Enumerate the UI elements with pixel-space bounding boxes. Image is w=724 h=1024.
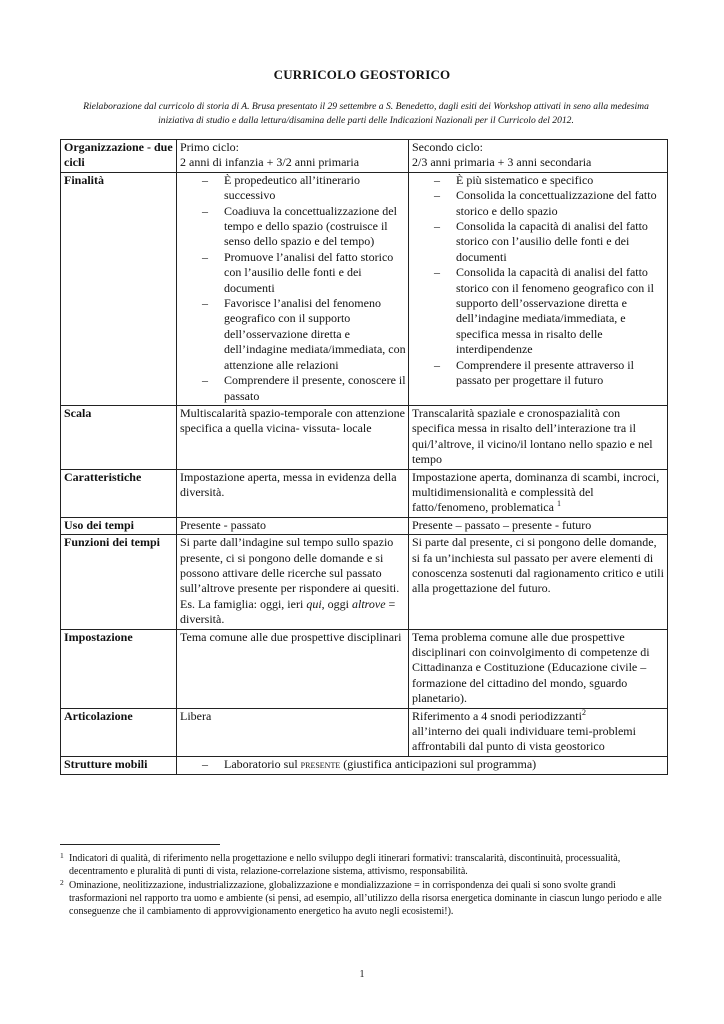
cell-secondo: Transcalarità spaziale e cronospazialità con specifica messa in risalto dell’interazione tra il qui/l’altrove, il vicino/il lontano nello spazio e nel tempo [409,405,668,469]
curriculum-table [60,139,668,775]
secondo-ciclo-header: Secondo ciclo: 2/3 anni primaria + 3 anni secondaria [409,140,668,173]
list-item: – Coadiuva la concettualizzazione del tempo e dello spazio (costruisce il senso dello spazio e del tempo) [180,204,406,250]
row-label: Strutture mobili [61,756,177,774]
list-item: – Comprendere il presente, conoscere il passato [180,373,406,404]
cell-primo: Presente - passato [177,517,409,534]
table-row [61,629,668,708]
cell-text: all’interno dei quali individuare temi-problemi affrontabili dal punto di vista geostorico [412,724,636,754]
finalita-secondo [409,172,668,405]
list-item: – Consolida la capacità di analisi del fatto storico con l’ausilio delle fonti e dei documenti [412,219,665,265]
row-label: Organizzazione - due cicli [61,140,177,173]
list-item: – È propedeutico all’itinerario successivo [180,173,406,204]
footnotes [60,852,664,918]
example-text: Es. La famiglia: oggi, ieri [180,596,307,611]
cell-secondo [409,469,668,517]
table-row [61,172,668,405]
cell-text: Si parte dall’indagine sul tempo sullo spazio presente, ci si pongono delle domande e si possono attivare delle ricerche sul passato sull’altrove presente per rispondere ai quesiti. [180,535,400,596]
cell-text: Laboratorio sul [224,756,301,771]
finalita-primo [177,172,409,405]
footnote-ref: 2 [581,707,586,717]
row-label: Uso dei tempi [61,517,177,534]
footnote-ref: 1 [556,499,561,509]
intro-text: Rielaborazione dal curricolo di storia di A. Brusa presentato il 29 settembre a S. Benedetto, dagli esiti dei Workshop attivati in seno alla medesima iniziativa di studio e dalla lettura/disamina delle parti delle Indicazioni Nazionali per il Curricolo del 2012. [83,101,649,126]
list-item: – Consolida la capacità di analisi del fatto storico con il fenomeno geografico con il supporto dell’osservazione diretta e dell’indagine mediata/immediata, e specifica messa in risalto delle interdipendenze [412,265,665,357]
cell-primo: Libera [177,708,409,756]
table-row [61,405,668,469]
example-text: , oggi [321,596,352,611]
footnote [60,852,664,879]
cell-primo [177,535,409,629]
footnote-number: 2 [60,877,64,887]
primo-ciclo-header: Primo ciclo: 2 anni di infanzia + 3/2 anni primaria [177,140,409,173]
cell-primo: Multiscalarità spazio-temporale con attenzione specifica a quella vicina- vissuta- locale [177,405,409,469]
table-row [61,517,668,534]
cell-secondo: Si parte dal presente, ci si pongono delle domande, si fa un’inchiesta sul passato per avere elementi di conoscenza sostenuti dal ragionamento critico e utili alla progettazione del futuro. [409,535,668,629]
table-row [61,756,668,774]
cell-text: (giustifica anticipazioni sul programma) [340,756,537,771]
page-number: 1 [359,969,365,980]
footnote-text: Indicatori di qualità, di riferimento nella progettazione e nello sviluppo degli itinerari formativi: transcalarità, discontinuità, processualità, decentramento e pluralità di punti di vista, relazione-correlazione sistema, attivismo, responsabilità. [69,853,621,878]
strutture-cell [177,756,668,774]
table-row [61,535,668,629]
list-item: – È più sistematico e specifico [412,173,665,188]
cell-secondo: Presente – passato – presente - futuro [409,517,668,534]
cell-secondo [409,708,668,756]
cell-primo: Impostazione aperta, messa in evidenza della diversità. [177,469,409,517]
row-label: Finalità [61,172,177,405]
footnote [60,879,664,919]
cell-text: Riferimento a 4 snodi periodizzanti [412,708,582,723]
cell-text: Impostazione aperta, dominanza di scambi, incroci, multidimensionalità e complessità del fatto/fenomeno, problematica [412,469,660,515]
list-item [180,757,665,773]
row-label: Caratteristiche [61,469,177,517]
example-text: = diversità. [180,596,396,627]
cell-primo: Tema comune alle due prospettive disciplinari [177,629,409,708]
table-row [61,140,668,173]
list-item: – Consolida la concettualizzazione del fatto storico e dello spazio [412,188,665,219]
list-item: – Promuove l’analisi del fatto storico con l’ausilio delle fonti e dei documenti [180,250,406,296]
row-label: Impostazione [61,629,177,708]
list-item: – Comprendere il presente attraverso il passato per progettare il futuro [412,358,665,389]
table-row [61,708,668,756]
list-item: – Favorisce l’analisi del fenomeno geografico con il supporto dell’osservazione diretta e dell’indagine mediata/immediata, con attenzione alle relazioni [180,296,406,373]
smallcaps-text: presente [300,758,341,771]
row-label: Scala [61,405,177,469]
footnote-number: 1 [60,851,64,860]
example-altrove: altrove [352,596,386,611]
row-label: Funzioni dei tempi [61,535,177,629]
example-qui: qui [306,596,322,611]
footnote-text: Ominazione, neolitizzazione, industrializzazione, globalizzazione e mondializzazione = in corrispondenza dei quali si sono svolte grandi trasformazioni nel rapporto tra uomo e ambiente (si pensi, ad esempio, all’utilizzo della risorsa energetica dominante in ciascun lungo periodo e alle conseguenze che il cambiamento di approvvigionamento energetico ha avuto negli ecosistemi!). [69,879,662,918]
table-row [61,469,668,517]
row-label: Articolazione [61,708,177,756]
footnote-divider [60,844,220,845]
cell-secondo: Tema problema comune alle due prospettive disciplinari con coinvolgimento di competenze di Cittadinanza e Costituzione (Educazione civile – formazione del cittadino del mondo, sguardo planetario). [409,629,668,708]
page-title: CURRICOLO GEOSTORICO [273,67,451,82]
